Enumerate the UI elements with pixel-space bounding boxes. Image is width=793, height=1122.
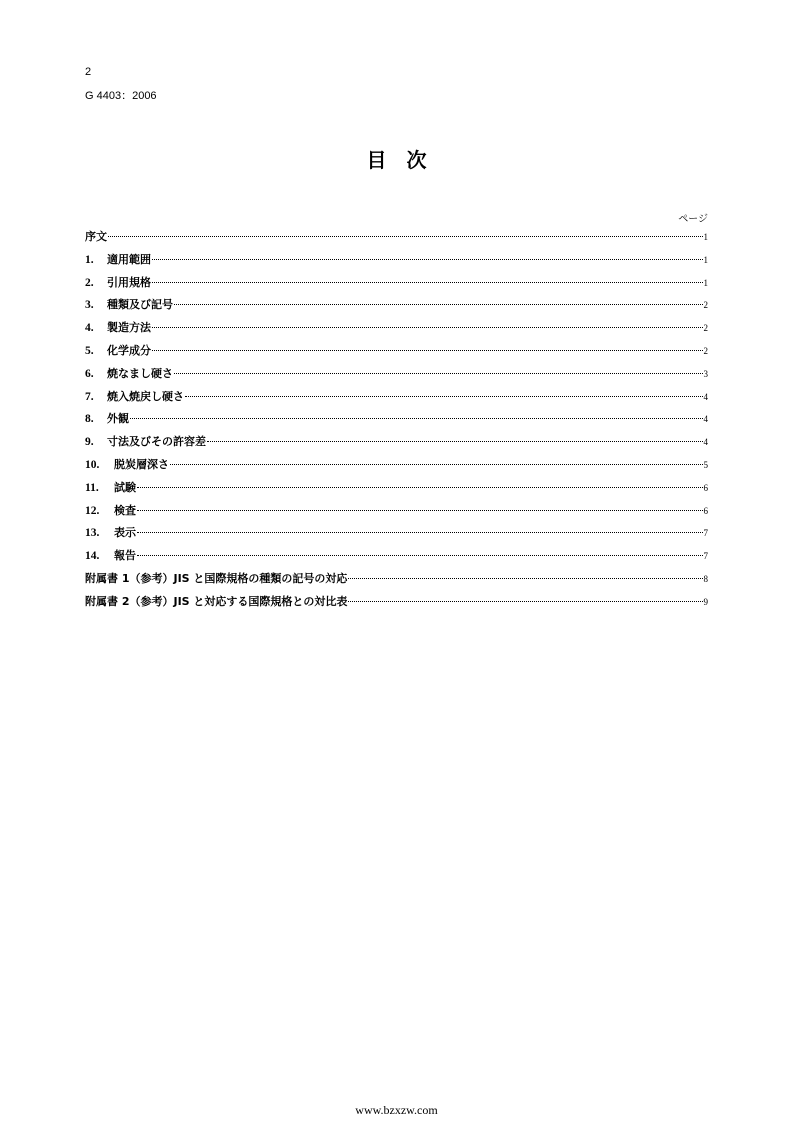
toc-entry-page: 1 [703,254,708,265]
toc-entry[interactable] [85,568,708,591]
toc-leader-dots [174,304,703,305]
toc-entry-page: 2 [703,345,708,356]
toc-entry[interactable] [85,249,708,272]
toc-entry-number: 12. [85,504,100,517]
toc-entry[interactable] [85,317,708,340]
toc-entry-page: 6 [703,482,708,493]
table-of-contents [85,226,708,614]
toc-entry-label: 試験 [114,480,136,494]
toc-entry-label: 焼なまし硬さ [107,366,173,380]
toc-entry-page: 3 [703,368,708,379]
toc-entry-label: 検査 [114,503,136,517]
toc-entry[interactable] [85,431,708,454]
toc-entry-number: 13. [85,527,100,540]
toc-leader-dots [152,282,703,283]
toc-leader-dots [137,555,703,556]
toc-entry-label: 附属書 2（参考）JIS と対応する国際規格との対比表 [85,594,348,608]
page-number: 2 [85,66,92,78]
toc-entry-label: 焼入焼戻し硬さ [107,389,184,403]
toc-entry-number: 7. [85,390,94,403]
toc-leader-dots [207,441,703,442]
toc-entry-page: 2 [703,300,708,311]
toc-leader-dots [130,418,703,419]
toc-entry-page: 5 [703,459,708,470]
toc-entry-number: 4. [85,322,94,335]
standard-code: G 4403：2006 [85,90,157,102]
toc-entry-number: 2. [85,276,94,289]
toc-entry[interactable] [85,522,708,545]
toc-entry-label: 製造方法 [107,321,151,335]
toc-entry-label: 種類及び記号 [107,298,173,312]
toc-entry-label: 序文 [85,230,107,243]
toc-entry-number: 14. [85,550,100,563]
toc-entry-page: 1 [703,232,708,242]
toc-entry-label: 表示 [114,526,136,540]
toc-leader-dots [137,510,703,511]
toc-entry-number: 6. [85,367,94,380]
toc-entry[interactable] [85,408,708,431]
toc-entry-number: 8. [85,413,94,426]
toc-entry-number: 1. [85,253,94,266]
footer-url: www.bzxzw.com [355,1103,438,1117]
toc-entry-label: 脱炭層深さ [114,457,169,471]
toc-title: 目 次 [366,148,427,172]
toc-entry[interactable] [85,340,708,363]
toc-entry-page: 2 [703,323,708,334]
toc-leader-dots [152,259,703,260]
toc-leader-dots [108,236,703,237]
toc-entry[interactable] [85,500,708,523]
toc-entry-number: 10. [85,458,100,471]
toc-entry-page: 4 [703,437,708,448]
toc-entry-page: 4 [703,391,708,402]
toc-leader-dots [185,396,703,397]
toc-entry[interactable] [85,477,708,500]
toc-entry[interactable] [85,226,708,249]
toc-entry-page: 7 [703,528,708,539]
toc-entry[interactable] [85,454,708,477]
toc-entry-page: 8 [703,573,708,584]
toc-entry-number: 5. [85,344,94,357]
toc-page-column-label: ページ [678,214,708,225]
toc-entry-label: 引用規格 [107,275,151,289]
toc-leader-dots [170,464,703,465]
toc-leader-dots [137,532,703,533]
toc-entry-label: 外観 [107,412,129,426]
toc-leader-dots [137,487,703,488]
toc-leader-dots [152,350,703,351]
toc-leader-dots [152,327,703,328]
toc-leader-dots [348,578,702,579]
toc-entry-label: 寸法及びその許容差 [107,435,206,449]
toc-entry-page: 1 [703,277,708,288]
toc-entry-page: 9 [703,596,708,607]
toc-entry-page: 4 [703,414,708,425]
toc-entry-number: 9. [85,436,94,449]
toc-entry[interactable] [85,545,708,568]
toc-entry-page: 7 [703,551,708,562]
toc-entry[interactable] [85,386,708,409]
toc-entry[interactable] [85,294,708,317]
toc-entry-label: 化学成分 [107,343,151,357]
toc-leader-dots [174,373,703,374]
toc-entry[interactable] [85,591,708,614]
toc-entry-page: 6 [703,505,708,516]
toc-entry-label: 適用範囲 [107,252,151,266]
toc-entry[interactable] [85,363,708,386]
toc-entry-number: 11. [85,481,99,494]
toc-entry-label: 報告 [114,549,136,563]
toc-entry-label: 附属書 1（参考）JIS と国際規格の種類の記号の対応 [85,571,348,585]
toc-entry-number: 3. [85,299,94,312]
toc-entry[interactable] [85,272,708,295]
toc-leader-dots [348,601,702,602]
